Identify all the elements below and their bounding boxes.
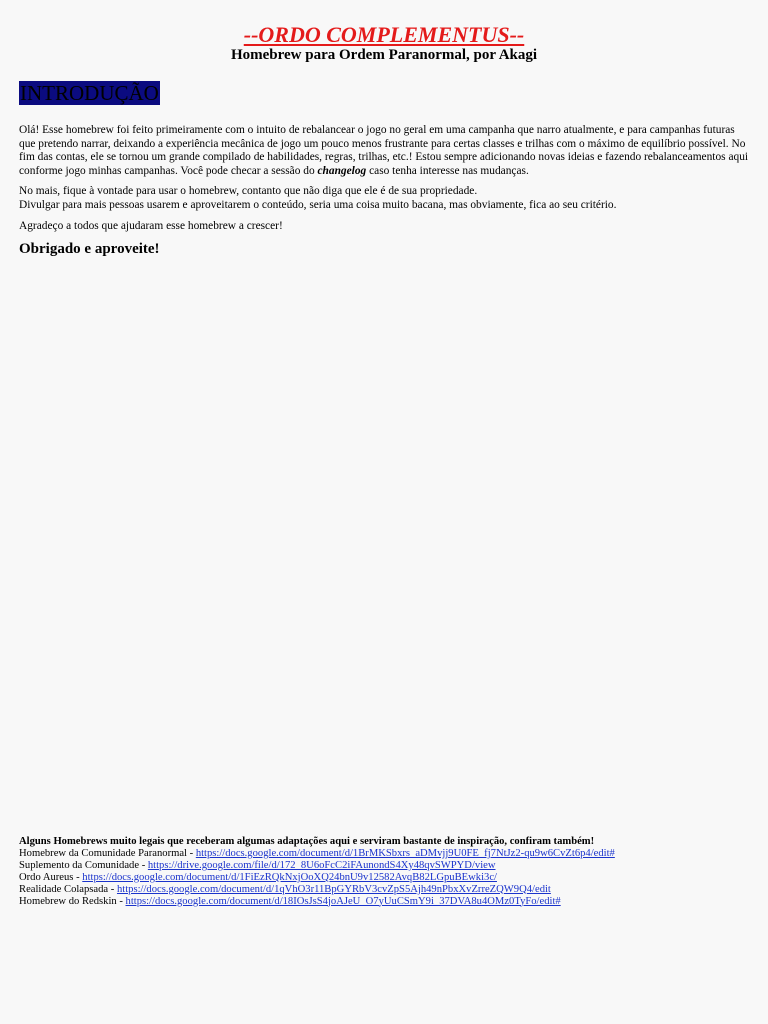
intro-paragraph-3: Agradeço a todos que ajudaram esse homebrew a crescer! xyxy=(19,219,283,232)
intro-paragraph-1-text: Olá! Esse homebrew foi feito primeiramente com o intuito de rebalancear o jogo no geral em uma campanha que narro atualmente, e para campanhas futuras que pretendo narrar, deixando a experiência mecânica de jogo um pouco menos frustrante para certas classes e trilhas com o máximo de equilíbrio possível. No fim das contas, ele se tornou um grande compilado de habilidades, regras, trilhas, etc.! Estou sempre adicionando novas ideias e fazendo rebalanceamentos aqui conforme jogo minhas campanhas. Você pode checar a sessão do xyxy=(19,124,749,177)
intro-paragraph-1-tail: caso tenha interesse nas mudanças. xyxy=(366,164,529,177)
reference-link[interactable]: https://docs.google.com/document/d/1qVhO3r11BpGYRbV3cvZpS5Ajh49nPbxXvZrreZQW9Q4/edit xyxy=(116,883,551,895)
reference-link[interactable]: https://docs.google.com/document/d/1BrMKSbxrs_aDMvjj9U0FE_fj7NtJz2-qu9w6CvZt6p4/edit# xyxy=(195,847,615,859)
intro-paragraph-2-line-2: Divulgar para mais pessoas usarem e aproveitarem o conteúdo, seria uma coisa muito bacana, mas obviamente, fica ao seu critério. xyxy=(19,198,617,211)
reference-label: Homebrew da Comunidade Paranormal - xyxy=(19,847,196,859)
intro-paragraph-2 xyxy=(19,185,751,212)
section-heading-introducao: INTRODUÇÃO xyxy=(20,81,159,105)
reference-item xyxy=(19,848,759,860)
document-subtitle: Homebrew para Ordem Paranormal, por Akagi xyxy=(230,47,538,63)
reference-item xyxy=(19,896,759,908)
intro-paragraph-1 xyxy=(19,124,751,178)
reference-label: Realidade Colapsada - xyxy=(19,883,117,895)
reference-label: Suplemento da Comunidade - xyxy=(19,859,148,871)
reference-label: Homebrew do Redskin - xyxy=(19,895,126,907)
document-title: --ORDO COMPLEMENTUS-- xyxy=(243,22,525,47)
reference-item xyxy=(19,872,759,884)
reference-item xyxy=(19,860,759,872)
reference-link[interactable]: https://docs.google.com/document/d/18IOsJsS4joAJeU_O7yUuCSmY9i_37DVA8u4OMz0TyFo/edit# xyxy=(125,895,561,907)
reference-item xyxy=(19,884,759,896)
thanks-heading: Obrigado e aproveite! xyxy=(19,241,160,258)
intro-paragraph-2-line-1: No mais, fique à vontade para usar o homebrew, contanto que não diga que ele é de sua propriedade. xyxy=(19,185,478,198)
references-title: Alguns Homebrews muito legais que receberam algumas adaptações aqui e serviram bastante de inspiração, confiram também! xyxy=(19,836,595,847)
reference-link[interactable]: https://drive.google.com/file/d/172_8U6oFcC2iFAunondS4Xy48qvSWPYD/view xyxy=(147,859,496,871)
reference-label: Ordo Aureus - xyxy=(19,871,83,883)
intro-body xyxy=(19,124,751,265)
references-section xyxy=(19,836,759,907)
reference-link[interactable]: https://docs.google.com/document/d/1FiEzRQkNxjOoXQ24bnU9v12582AvqB82LGpuBEwki3c/ xyxy=(82,871,497,883)
changelog-emphasis: changelog xyxy=(317,164,367,177)
